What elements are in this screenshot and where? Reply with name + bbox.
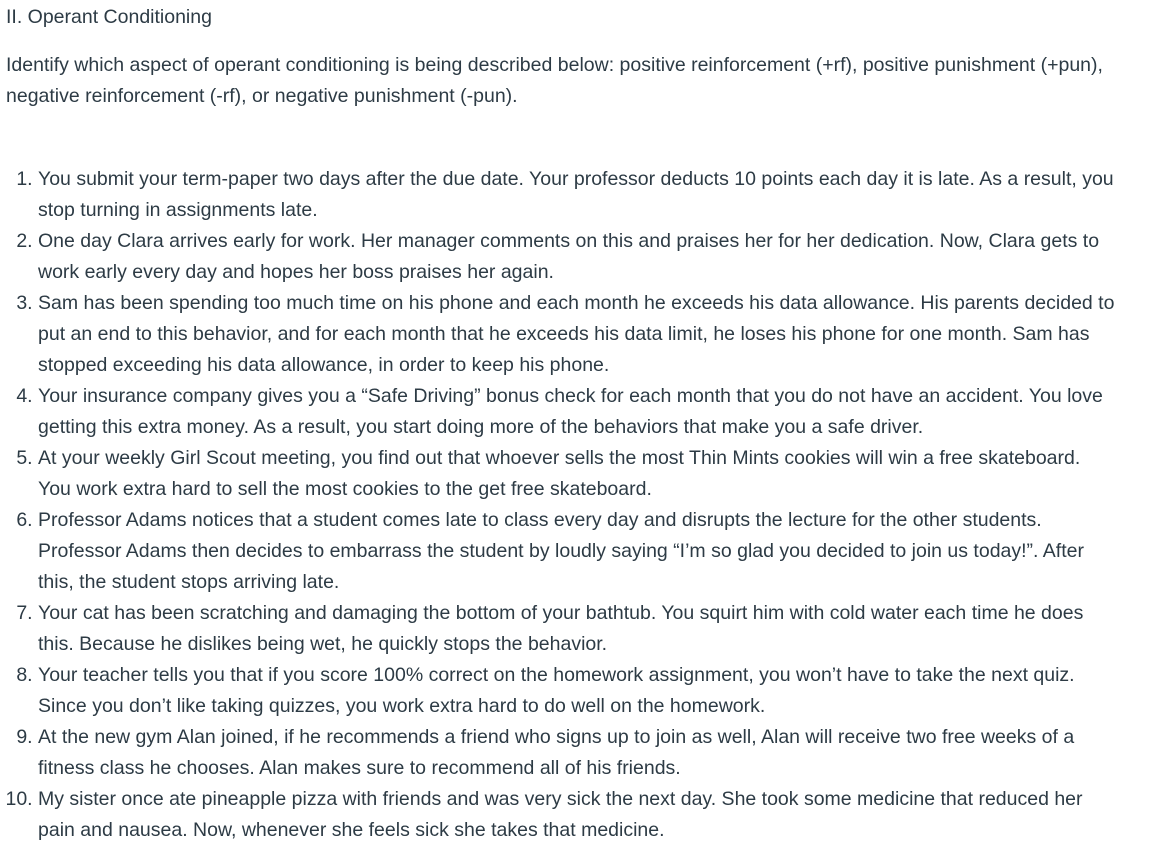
question-item-3: 3. Sam has been spending too much time on his phone and each month he exceeds his data allowance. His parents decided to put an end to this behavior, and for each month that he exceeds his data limit, he loses his phone for one month. Sam has stopped exceeding his data allowance, in order to keep his phone. xyxy=(38,288,1118,381)
instructions-text: Identify which aspect of operant conditioning is being described below: positive reinforcement (+rf), positive punishment (+pun), negative reinforcement (-rf), or negative punishment (-pun). xyxy=(6,54,1103,107)
question-item-2: 2. One day Clara arrives early for work. Her manager comments on this and praises her for her dedication. Now, Clara gets to work early every day and hopes her boss praises her again. xyxy=(38,226,1118,288)
question-item-8: 8. Your teacher tells you that if you score 100% correct on the homework assignment, you won’t have to take the next quiz. Since you don’t like taking quizzes, you work extra hard to do well on the homework. xyxy=(38,660,1118,722)
question-item-5: 5. At your weekly Girl Scout meeting, you find out that whoever sells the most Thin Mints cookies will win a free skateboard. You work extra hard to sell the most cookies to the get free skateboard. xyxy=(38,443,1118,505)
question-item-1: 1. You submit your term-paper two days after the due date. Your professor deducts 10 points each day it is late. As a result, you stop turning in assignments late. xyxy=(38,164,1118,226)
question-item-9: 9. At the new gym Alan joined, if he recommends a friend who signs up to join as well, Alan will receive two free weeks of a fitness class he chooses. Alan makes sure to recommend all of his friends. xyxy=(38,722,1118,784)
question-item-6: 6. Professor Adams notices that a student comes late to class every day and disrupts the lecture for the other students. Professor Adams then decides to embarrass the student by loudly saying “I’m so glad you decided to join us today!”. After this, the student stops arriving late. xyxy=(38,505,1118,598)
section-title: II. Operant Conditioning xyxy=(6,6,212,28)
question-item-10: 10. My sister once ate pineapple pizza with friends and was very sick the next day. She took some medicine that reduced her pain and nausea. Now, whenever she feels sick she takes that medicine. xyxy=(38,784,1118,846)
question-list xyxy=(6,164,1118,846)
document-page xyxy=(0,4,1172,859)
question-item-7: 7. Your cat has been scratching and damaging the bottom of your bathtub. You squirt him with cold water each time he does this. Because he dislikes being wet, he quickly stops the behavior. xyxy=(38,598,1118,660)
question-item-4: 4. Your insurance company gives you a “Safe Driving” bonus check for each month that you do not have an accident. You love getting this extra money. As a result, you start doing more of the behaviors that make you a safe driver. xyxy=(38,381,1118,443)
